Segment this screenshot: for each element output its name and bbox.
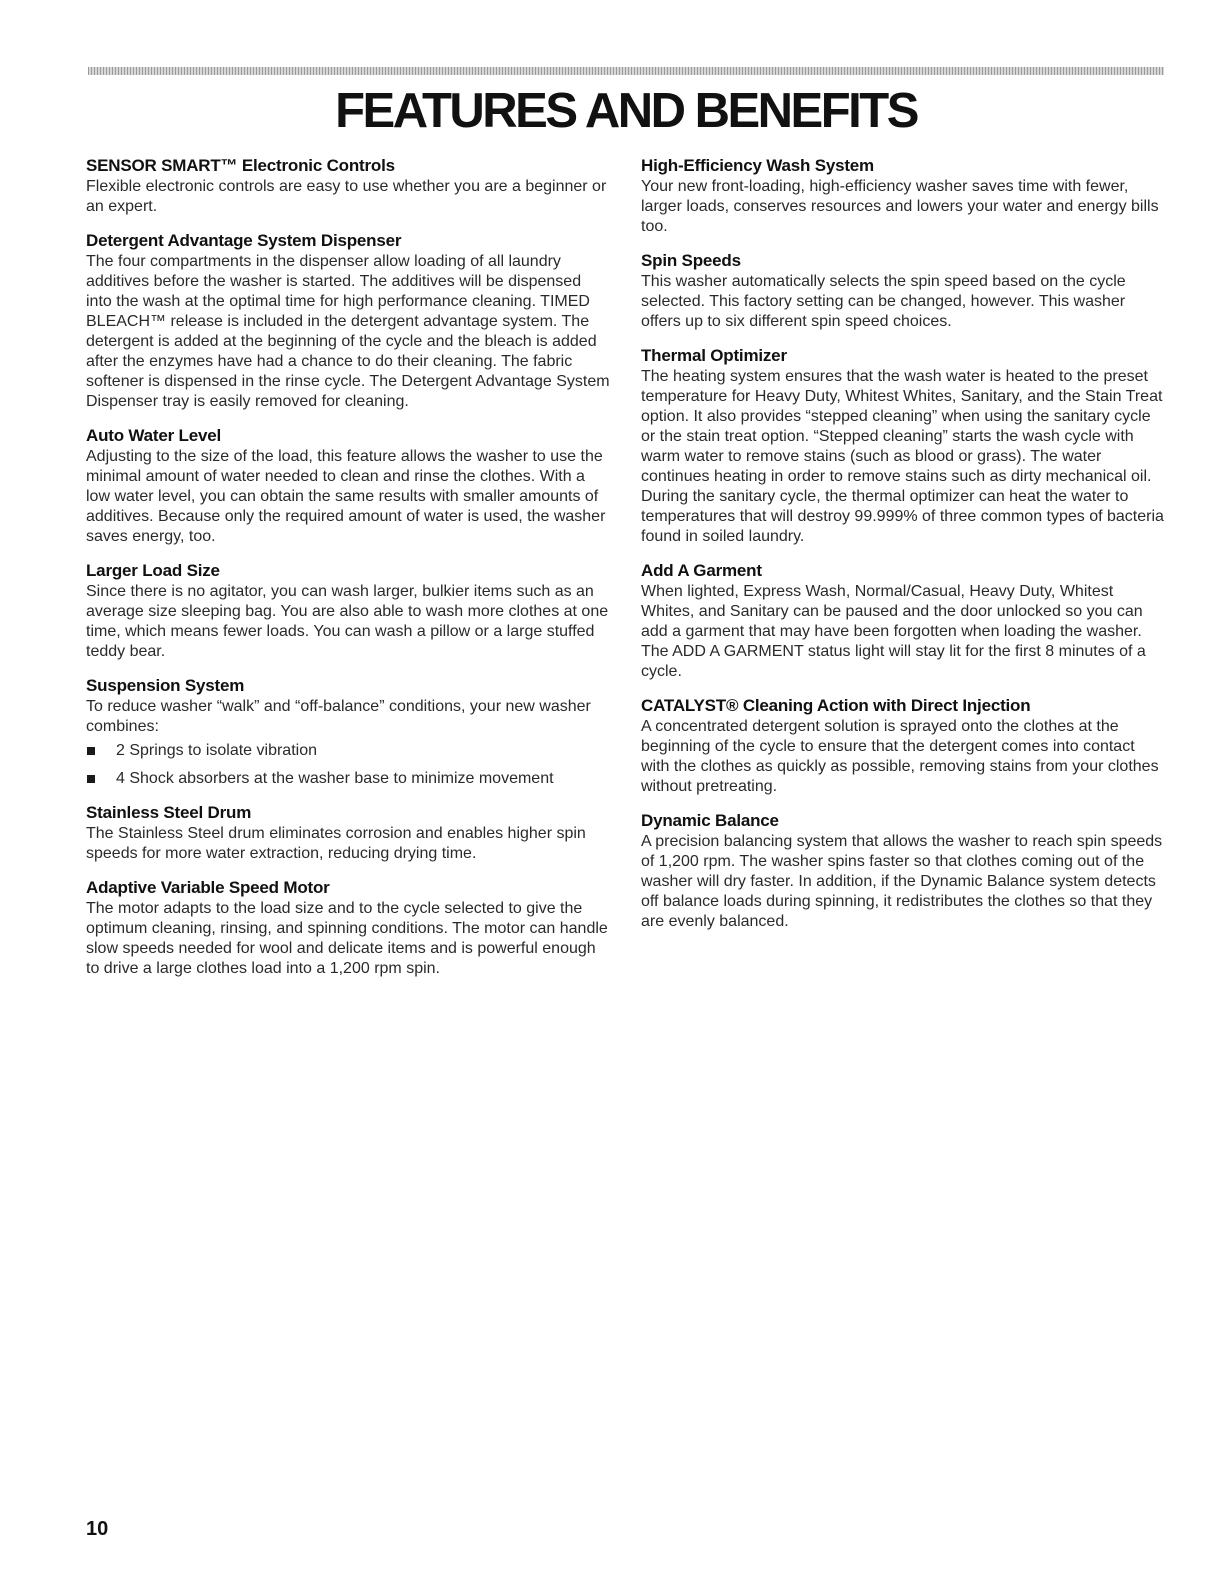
section-heading: Adaptive Variable Speed Motor [86,878,330,897]
section-sensor-smart [86,155,611,217]
section-larger-load-size [86,560,611,662]
section-body: A precision balancing system that allows the washer to reach spin speeds of 1,200 rpm. The washer spins faster so that clothes coming out of the washer will dry faster. In addition, if the Dynamic Balance system detects off balance loads during spinning, it redistributes the clothes so that they are evenly balanced. [641,833,1163,930]
square-bullet-icon [87,775,95,783]
section-body: Your new front-loading, high-efficiency washer saves time with fewer, larger loads, conserves resources and lowers your water and energy bills too. [641,178,1159,235]
list-item [86,741,611,761]
page-title: FEATURES AND BENEFITS [335,84,917,138]
list-item [86,769,611,789]
section-heading: Dynamic Balance [641,811,779,830]
section-heading: Suspension System [86,676,245,695]
section-heading: Detergent Advantage System Dispenser [86,231,402,250]
section-stainless-steel-drum [86,802,611,864]
section-heading: CATALYST® Cleaning Action with Direct Injection [641,696,1031,715]
section-body: When lighted, Express Wash, Normal/Casual, Heavy Duty, Whitest Whites, and Sanitary can be paused and the door unlocked so you can add a garment that may have been forgotten when loading the washer. The ADD A GARMENT status light will stay lit for the first 8 minutes of a cycle. [641,583,1146,680]
section-heading: Larger Load Size [86,561,220,580]
square-bullet-icon [87,747,95,755]
section-body: The four compartments in the dispenser allow loading of all laundry additives before the washer is started. The additives will be dispensed into the wash at the optimal time for high performance cleaning. TIMED BLEACH™ release is included in the detergent advantage system. The detergent is added at the beginning of the cycle and the bleach is added after the enzymes have had a chance to do their cleaning. The fabric softener is dispensed in the rinse cycle. The Detergent Advantage System Dispenser tray is easily removed for cleaning. [86,253,610,410]
section-auto-water-level [86,425,611,547]
section-spin-speeds [641,250,1166,332]
header-rule [88,67,1164,75]
list-item-text: 2 Springs to isolate vibration [116,742,317,759]
section-body: Adjusting to the size of the load, this feature allows the washer to use the minimal amount of water needed to clean and rinse the clothes. With a low water level, you can obtain the same results with smaller amounts of additives. Because only the required amount of water is used, the washer saves energy, too. [86,448,606,545]
section-body: To reduce washer “walk” and “off-balance” conditions, your new washer combines: [86,698,591,735]
section-add-a-garment [641,560,1166,682]
left-column [86,155,611,992]
section-body: The Stainless Steel drum eliminates corrosion and enables higher spin speeds for more water extraction, reducing drying time. [86,825,586,862]
section-body: This washer automatically selects the spin speed based on the cycle selected. This factory setting can be changed, however. This washer offers up to six different spin speed choices. [641,273,1126,330]
section-detergent-dispenser [86,230,611,412]
section-heading: Spin Speeds [641,251,741,270]
section-body: Since there is no agitator, you can wash larger, bulkier items such as an average size sleeping bag. You are also able to wash more clothes at one time, which means fewer loads. You can wash a pillow or a large stuffed teddy bear. [86,583,609,660]
section-heading: Stainless Steel Drum [86,803,252,822]
section-heading: SENSOR SMART™ Electronic Controls [86,156,395,175]
page-number: 10 [86,1518,109,1540]
section-catalyst-cleaning [641,695,1166,797]
section-heading: High-Efficiency Wash System [641,156,874,175]
section-body: The heating system ensures that the wash water is heated to the preset temperature for Heavy Duty, Whitest Whites, Sanitary, and the Stain Treat option. It also provides “stepped cleaning” when using the sanitary cycle or the stain treat option. “Stepped cleaning” starts the wash cycle with warm water to remove stains (such as blood or grass). The water continues heating in order to remove stains such as dirty mechanical oil. During the sanitary cycle, the thermal optimizer can heat the water to temperatures that will destroy 99.999% of three common types of bacteria found in soiled laundry. [641,368,1164,545]
section-thermal-optimizer [641,345,1166,547]
section-heading: Auto Water Level [86,426,222,445]
right-column [641,155,1166,945]
section-body: A concentrated detergent solution is sprayed onto the clothes at the beginning of the cycle to ensure that the detergent comes into contact with the clothes as quickly as possible, removing stains from your clothes without pretreating. [641,718,1159,795]
section-suspension-system [86,675,611,789]
section-heading: Thermal Optimizer [641,346,787,365]
list-item-text: 4 Shock absorbers at the washer base to minimize movement [116,770,554,787]
section-adaptive-motor [86,877,611,979]
section-heading: Add A Garment [641,561,762,580]
section-body: The motor adapts to the load size and to the cycle selected to give the optimum cleaning, rinsing, and spinning conditions. The motor can handle slow speeds needed for wool and delicate items and is powerful enough to drive a large clothes load into a 1,200 rpm spin. [86,900,608,977]
section-high-efficiency [641,155,1166,237]
bullet-list [86,741,611,789]
section-body: Flexible electronic controls are easy to use whether you are a beginner or an expert. [86,178,607,215]
section-dynamic-balance [641,810,1166,932]
